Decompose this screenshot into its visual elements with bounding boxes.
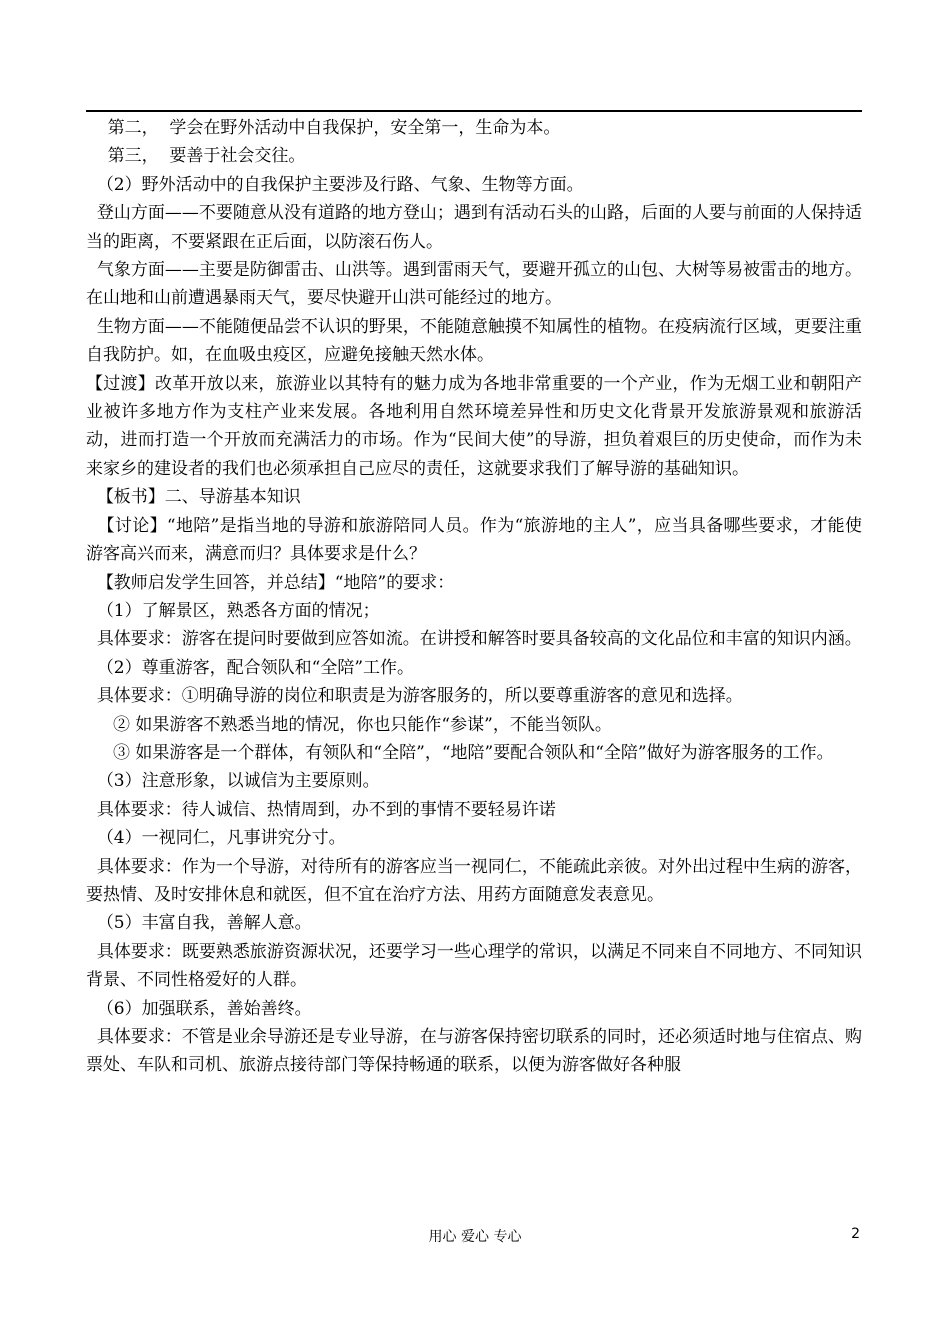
paragraph: 【过渡】改革开放以来，旅游业以其特有的魅力成为各地非常重要的一个产业，作为无烟工业和朝阳产业被许多地方作为支柱产业来发展。各地利用自然环境差异性和历史文化背景开发旅游景观和旅游活动，进而打造一个开放而充满活力的市场。作为“民间大使”的导游，担负着艰巨的历史使命，而作为未来家乡的建设者的我们也必须承担自己应尽的责任，这就要求我们了解导游的基础知识。 — [86, 373, 862, 479]
page-number: 2 — [851, 1226, 860, 1242]
page-footer — [0, 1226, 950, 1246]
paragraph: （5）丰富自我，善解人意。 — [86, 913, 312, 934]
paragraph: （2）野外活动中的自我保护主要涉及行路、气象、生物等方面。 — [86, 174, 584, 195]
paragraph: （3）注意形象，以诚信为主要原则。 — [86, 771, 380, 792]
paragraph: 生物方面——不能随便品尝不认识的野果，不能随意触摸不知属性的植物。在疫病流行区域，更要注重自我防护。如，在血吸虫疫区，应避免接触天然水体。 — [86, 316, 863, 366]
paragraph: 具体要求：不管是业余导游还是专业导游，在与游客保持密切联系的同时，还必须适时地与住宿点、购票处、车队和司机、旅游点接待部门等保持畅通的联系，以便为游客做好各种服 — [86, 1027, 863, 1076]
paragraph: （4）一视同仁，凡事讲究分寸。 — [86, 828, 346, 849]
paragraph: 具体要求：待人诚信、热情周到，办不到的事情不要轻易许诺 — [86, 799, 556, 820]
paragraph: 具体要求：①明确导游的岗位和职责是为游客服务的，所以要尊重游客的意见和选择。 — [86, 686, 743, 707]
paragraph: 【讨论】“地陪”是指当地的导游和旅游陪同人员。作为“旅游地的主人”，应当具备哪些要求，才能使游客高兴而来，满意而归？具体要求是什么？ — [86, 515, 863, 565]
header-rule — [86, 110, 862, 112]
paragraph: （1）了解景区，熟悉各方面的情况； — [86, 600, 380, 621]
paragraph: ② 如果游客不熟悉当地的情况，你也只能作“参谋”，不能当领队。 — [86, 714, 612, 735]
paragraph: 第二， 学会在野外活动中自我保护，安全第一，生命为本。 — [86, 118, 561, 138]
paragraph: 【教师启发学生回答，并总结】“地陪”的要求： — [86, 572, 455, 593]
paragraph: （2）尊重游客，配合领队和“全陪”工作。 — [86, 657, 415, 678]
paragraph: 具体要求：既要熟悉旅游资源状况，还要学习一些心理学的常识，以满足不同来自不同地方、不同知识背景、不同性格爱好的人群。 — [86, 941, 863, 991]
footer-text: 用心 爱心 专心 — [428, 1229, 522, 1245]
paragraph: 具体要求：游客在提问时要做到应答如流。在讲授和解答时要具备较高的文化品位和丰富的知识内涵。 — [86, 629, 862, 650]
paragraph: 【板书】二、导游基本知识 — [86, 487, 301, 508]
paragraph: ③ 如果游客是一个群体，有领队和“全陪”，“地陪”要配合领队和“全陪”做好为游客服务的工作。 — [86, 742, 834, 763]
paragraph: 登山方面——不要随意从没有道路的地方登山；遇到有活动石头的山路，后面的人要与前面的人保持适当的距离，不要紧跟在正后面，以防滚石伤人。 — [86, 203, 863, 252]
paragraph: 具体要求：作为一个导游，对待所有的游客应当一视同仁，不能疏此亲彼。对外出过程中生病的游客，要热情、及时安排休息和就医，但不宜在治疗方法、用药方面随意发表意见。 — [86, 856, 863, 905]
document-body — [86, 114, 862, 1080]
paragraph: 第三， 要善于社会交往。 — [86, 146, 306, 167]
paragraph: 气象方面——主要是防御雷击、山洪等。遇到雷雨天气，要避开孤立的山包、大树等易被雷击的地方。在山地和山前遭遇暴雨天气，要尽快避开山洪可能经过的地方。 — [86, 260, 863, 309]
paragraph: （6）加强联系，善始善终。 — [86, 998, 312, 1019]
